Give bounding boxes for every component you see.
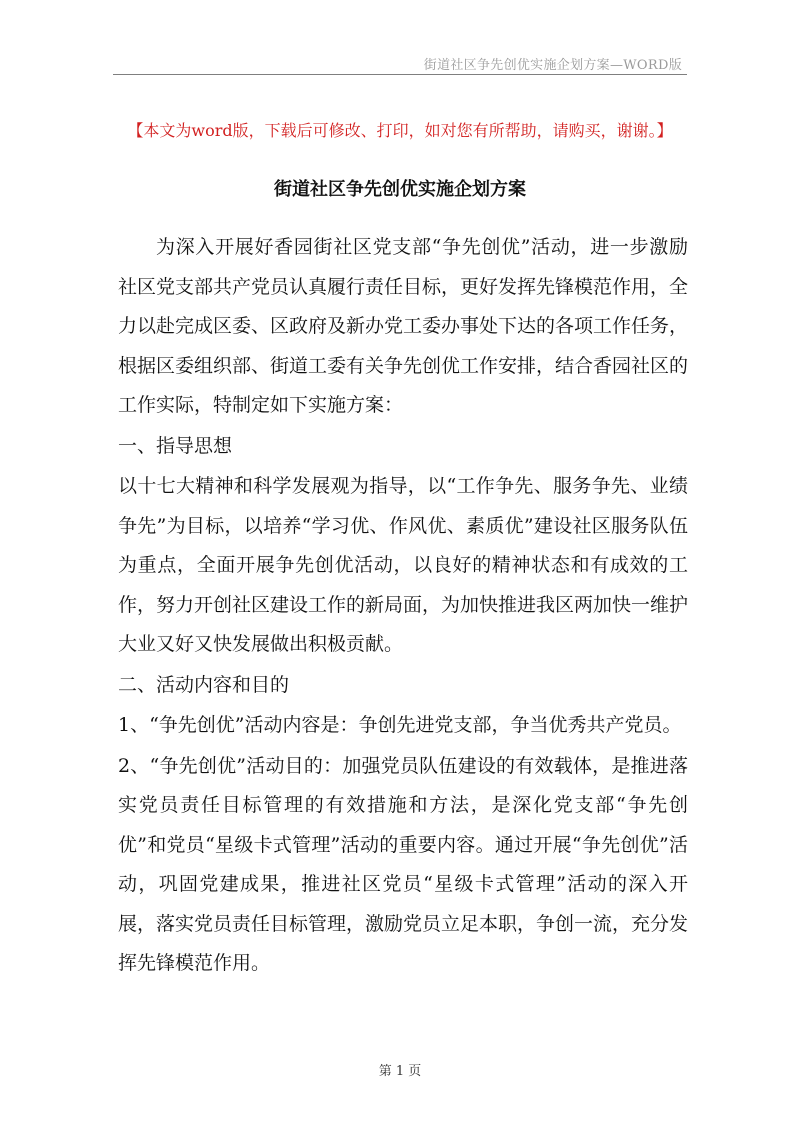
section-heading-guiding-thought: 一、指导思想 bbox=[118, 434, 233, 457]
document-body bbox=[118, 228, 688, 984]
guiding-thought-paragraph: 以十七大精神和科学发展观为指导，以“工作争先、服务争先、业绩争先”为目标，以培养“学习优、作风优、素质优”建设社区服务队伍为重点，全面开展争先创优活动，以良好的精神状态和有成效的工作，努力开创社区建设工作的新局面，为加快推进我区两加快一维护大业又好又快发展做出积极贡献。 bbox=[118, 475, 689, 655]
running-header: 街道社区争先创优实施企划方案—WORD版 bbox=[423, 58, 682, 73]
page-number: 第 1 页 bbox=[378, 1064, 422, 1079]
download-notice: 【本文为word版，下载后可修改、打印，如对您有所帮助，请购买，谢谢。】 bbox=[127, 121, 673, 140]
activity-purpose-item-2: 2、“争先创优”活动目的：加强党员队伍建设的有效载体，是推进落实党员责任目标管理的有效措施和方法，是深化党支部“争先创优”和党员“星级卡式管理”活动的重要内容。通过开展“争先创优”活动，巩固党建成果，推进社区党员“星级卡式管理”活动的深入开展，落实党员责任目标管理，激励党员立足本职，争创一流，充分发挥先锋模范作用。 bbox=[118, 754, 689, 974]
document-title: 街道社区争先创优实施企划方案 bbox=[274, 179, 526, 200]
intro-paragraph: 为深入开展好香园街社区党支部“争先创优”活动，进一步激励社区党支部共产党员认真履行责任目标，更好发挥先锋模范作用，全力以赴完成区委、区政府及新办党工委办事处下达的各项工作任务，根据区委组织部、街道工委有关争先创优工作安排，结合香园社区的工作实际，特制定如下实施方案： bbox=[118, 236, 689, 416]
header-rule bbox=[113, 74, 687, 75]
section-heading-activity-content: 二、活动内容和目的 bbox=[118, 673, 290, 696]
activity-content-item-1: 1、“争先创优”活动内容是：争创先进党支部，争当优秀共产党员。 bbox=[118, 714, 682, 736]
